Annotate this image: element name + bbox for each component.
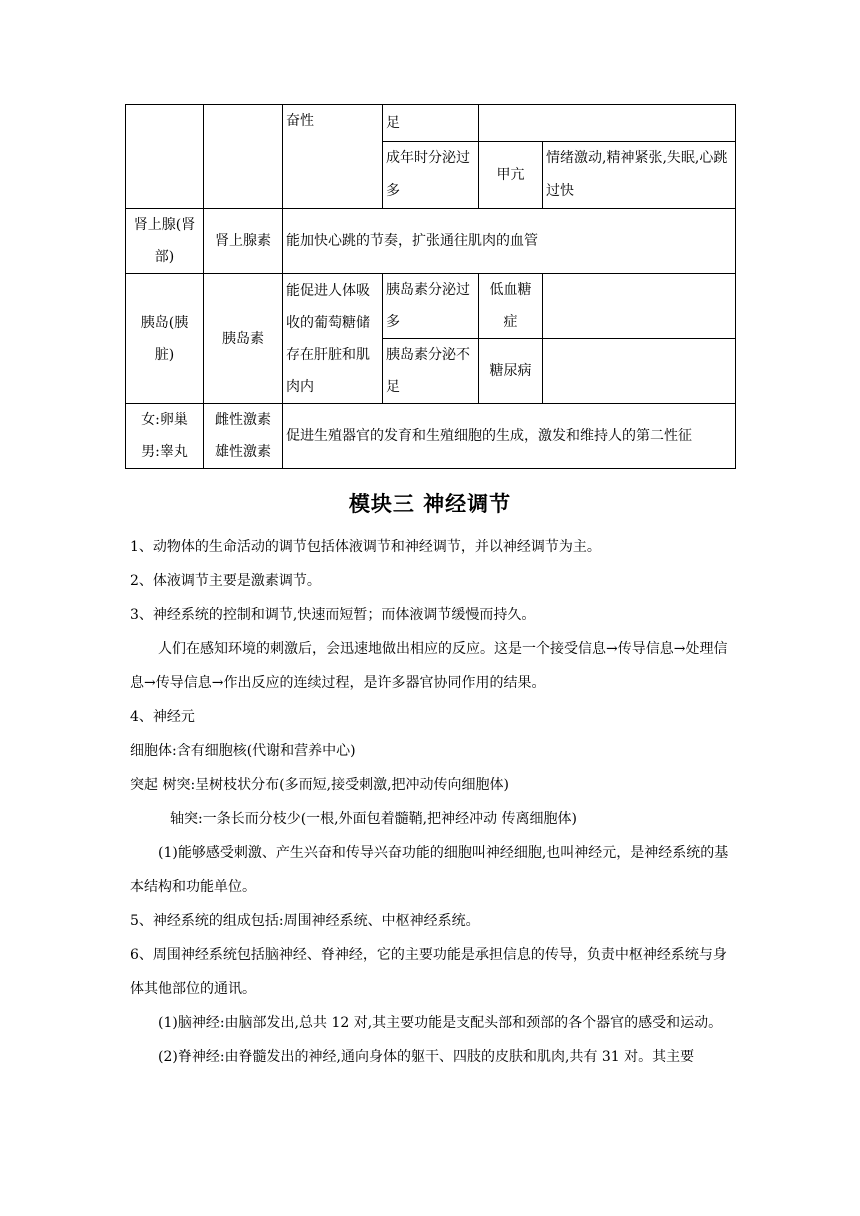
paragraph: (1)能够感受刺激、产生兴奋和传导兴奋功能的细胞叫神经细胞,也叫神经元，是神经系统的基本结构和功能单位。 — [130, 845, 729, 895]
table-cell: 胰岛素 — [204, 274, 283, 404]
table-cell — [543, 339, 736, 404]
section-title: 模块三 神经调节 — [348, 492, 512, 516]
table-cell: 能加快心跳的节奏，扩张通往肌肉的血管 — [283, 209, 736, 274]
table-cell — [126, 105, 204, 209]
table-cell — [479, 105, 736, 142]
table-cell: 女:卵巢 男:睾丸 — [126, 404, 204, 469]
table-cell: 肾上腺素 — [204, 209, 283, 274]
table-cell: 能促进人体吸收的葡萄糖储存在肝脏和肌肉内 — [283, 274, 383, 404]
table-cell — [543, 274, 736, 339]
body-text — [130, 530, 735, 1074]
paragraph: 突起 树突:呈树枝状分布(多而短,接受刺激,把冲动传向细胞体) — [130, 777, 509, 793]
table-cell: 胰岛(胰脏) — [126, 274, 204, 404]
paragraph: 轴突:一条长而分枝少(一根,外面包着髓鞘,把神经冲动 传离细胞体) — [170, 811, 577, 827]
paragraph: 人们在感知环境的刺激后，会迅速地做出相应的反应。这是一个接受信息→传导信息→处理信息→传导信息→作出反应的连续过程，是许多器官协同作用的结果。 — [130, 641, 728, 691]
table-cell: 促进生殖器官的发育和生殖细胞的生成，激发和维持人的第二性征 — [283, 404, 736, 469]
table-cell: 情绪激动,精神紧张,失眠,心跳过快 — [543, 142, 736, 209]
table-row — [126, 274, 736, 339]
paragraph: 4、神经元 — [130, 709, 195, 725]
paragraph: (1)脑神经:由脑部发出,总共 12 对,其主要功能是支配头部和颈部的各个器官的感受和运动。 — [158, 1015, 723, 1031]
table-cell: 成年时分泌过多 — [383, 142, 479, 209]
hormone-table — [125, 104, 736, 469]
table-cell: 肾上腺(肾部) — [126, 209, 204, 274]
table-cell — [204, 105, 283, 209]
paragraph: 5、神经系统的组成包括:周围神经系统、中枢神经系统。 — [130, 913, 480, 929]
paragraph: 3、神经系统的控制和调节,快速而短暂；而体液调节缓慢而持久。 — [130, 607, 536, 623]
paragraph: 细胞体:含有细胞核(代谢和营养中心) — [130, 743, 356, 759]
table-cell: 糖尿病 — [479, 339, 543, 404]
paragraph: (2)脊神经:由脊髓发出的神经,通向身体的躯干、四肢的皮肤和肌肉,共有 31 对。其主要 — [158, 1049, 695, 1065]
paragraph: 2、体液调节主要是激素调节。 — [130, 573, 321, 589]
table-row — [126, 404, 736, 469]
table-cell: 足 — [383, 105, 479, 142]
table-cell: 甲亢 — [479, 142, 543, 209]
paragraph: 6、周围神经系统包括脑神经、脊神经，它的主要功能是承担信息的传导，负责中枢神经系统与身体其他部位的通讯。 — [130, 947, 727, 997]
table-cell: 胰岛素分泌过多 — [383, 274, 479, 339]
table-row — [126, 209, 736, 274]
table-cell: 雌性激素 雄性激素 — [204, 404, 283, 469]
table-cell: 胰岛素分泌不足 — [383, 339, 479, 404]
paragraph: 1、动物体的生命活动的调节包括体液调节和神经调节，并以神经调节为主。 — [130, 539, 601, 555]
table-row — [126, 105, 736, 142]
table-cell: 奋性 — [283, 105, 383, 209]
table-cell: 低血糖症 — [479, 274, 543, 339]
